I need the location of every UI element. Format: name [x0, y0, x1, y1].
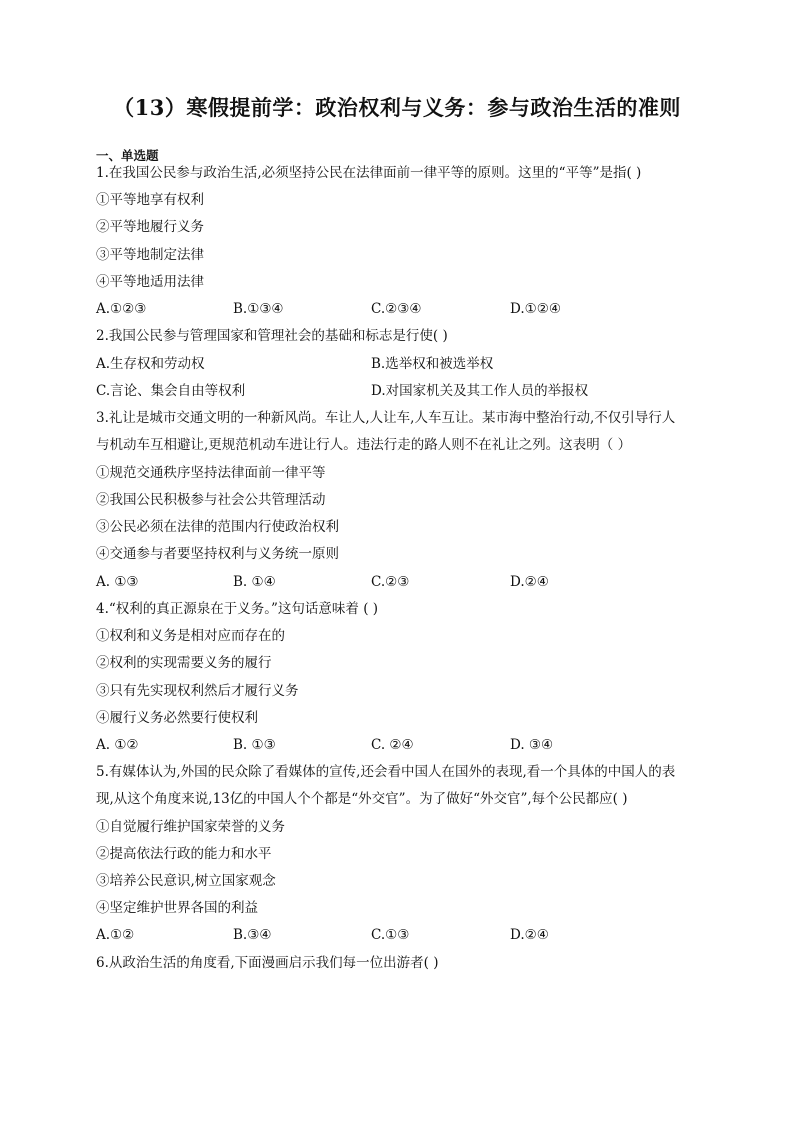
- question-5-option-c: C.①③: [371, 927, 410, 943]
- question-5-statement-1: ①自觉履行维护国家荣誉的义务: [96, 819, 285, 835]
- question-1-option-a: A.①②③: [96, 301, 147, 317]
- question-5-stem-line-2: 现,从这个角度来说,13亿的中国人个个都是“外交官”。为了做好“外交官”,每个公民都应( ): [96, 791, 628, 807]
- question-1-option-b: B.①③④: [233, 301, 284, 317]
- question-3-option-b: B. ①④: [233, 574, 276, 590]
- question-4-stem: 4.“权利的真正源泉在于义务。”这句话意味着 ( ): [96, 601, 379, 617]
- question-5-stem-line-1: 5.有媒体认为,外国的民众除了看媒体的宣传,还会看中国人在国外的表现,看一个具体的中国人的表: [96, 764, 676, 780]
- question-2-option-c: C.言论、集会自由等权利: [96, 383, 246, 399]
- question-3-option-c: C.②③: [371, 574, 410, 590]
- question-1-statement-4: ④平等地适用法律: [96, 274, 204, 290]
- question-1-statement-3: ③平等地制定法律: [96, 247, 204, 263]
- question-4-statement-4: ④履行义务必然要行使权利: [96, 710, 258, 726]
- question-3-statement-1: ①规范交通秩序坚持法律面前一律平等: [96, 465, 326, 481]
- question-5-option-a: A.①②: [96, 927, 135, 943]
- question-4-option-d: D. ③④: [510, 737, 554, 753]
- question-1-statement-1: ①平等地享有权利: [96, 192, 204, 208]
- question-2-option-d: D.对国家机关及其工作人员的举报权: [371, 383, 589, 399]
- question-2-stem: 2.我国公民参与管理国家和管理社会的基础和标志是行使( ): [96, 328, 448, 344]
- question-5-statement-2: ②提高依法行政的能力和水平: [96, 846, 272, 862]
- question-4-option-a: A. ①②: [96, 737, 139, 753]
- question-4-statement-3: ③只有先实现权利然后才履行义务: [96, 683, 299, 699]
- question-3-statement-2: ②我国公民积极参与社会公共管理活动: [96, 492, 326, 508]
- question-4-option-b: B. ①③: [233, 737, 276, 753]
- question-3-option-a: A. ①③: [96, 574, 139, 590]
- question-3-stem-line-1: 3.礼让是城市交通文明的一种新风尚。车让人,人让车,人车互让。某市海中整治行动,不仅引导行人: [96, 410, 676, 426]
- question-5-option-d: D.②④: [510, 927, 549, 943]
- question-5-statement-4: ④坚定维护世界各国的利益: [96, 900, 258, 916]
- question-4-option-c: C. ②④: [371, 737, 414, 753]
- question-4-statement-1: ①权利和义务是相对应而存在的: [96, 628, 285, 644]
- question-1-statement-2: ②平等地履行义务: [96, 219, 204, 235]
- question-3-stem-line-2: 与机动车互相避让,更规范机动车进让行人。违法行走的路人则不在礼让之列。这表明（ ）: [96, 437, 632, 453]
- question-2-option-a: A.生存权和劳动权: [96, 356, 205, 372]
- question-3-statement-4: ④交通参与者要坚持权利与义务统一原则: [96, 546, 339, 562]
- section-heading: 一、单选题: [96, 148, 159, 163]
- question-3-option-d: D.②④: [510, 574, 549, 590]
- question-1-stem: 1.在我国公民参与政治生活,必须坚持公民在法律面前一律平等的原则。这里的“平等”是指( ): [96, 165, 642, 181]
- question-1-option-d: D.①②④: [510, 301, 561, 317]
- question-5-option-b: B.③④: [233, 927, 272, 943]
- question-4-statement-2: ②权利的实现需要义务的履行: [96, 655, 272, 671]
- question-5-statement-3: ③培养公民意识,树立国家观念: [96, 873, 276, 889]
- question-6-stem: 6.从政治生活的角度看,下面漫画启示我们每一位出游者( ): [96, 955, 439, 971]
- question-3-statement-3: ③公民必须在法律的范围内行使政治权利: [96, 519, 339, 535]
- question-2-option-b: B.选举权和被选举权: [371, 356, 494, 372]
- question-1-option-c: C.②③④: [371, 301, 422, 317]
- page-title: （13）寒假提前学：政治权利与义务：参与政治生活的准则: [113, 95, 681, 120]
